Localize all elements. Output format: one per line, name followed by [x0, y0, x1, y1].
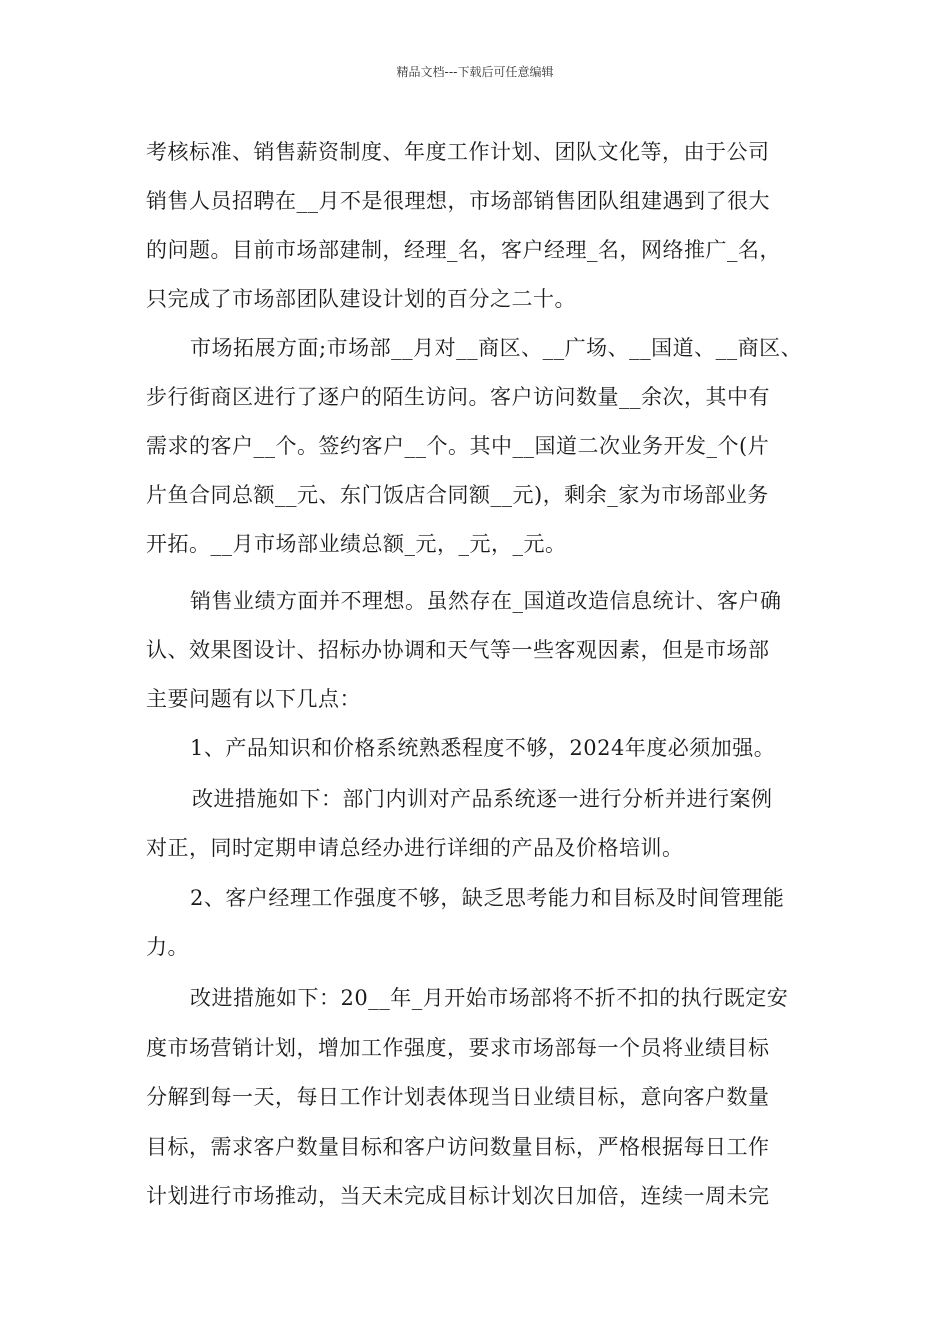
paragraph-first-line: 改进措施如下：20__年_月开始市场部将不折不扣的执行既定安: [190, 986, 789, 1010]
text-line: 对正，同时定期申请总经办进行详细的产品及价格培训。: [146, 836, 684, 860]
text-line: 目标，需求客户数量目标和客户访问数量目标，严格根据每日工作: [146, 1135, 770, 1159]
text-line: 主要问题有以下几点：: [146, 687, 361, 711]
text-line: 考核标准、销售薪资制度、年度工作计划、团队文化等，由于公司: [146, 140, 770, 164]
paragraph-first-line: 改进措施如下：部门内训对产品系统逐一进行分析并进行案例: [192, 787, 773, 811]
list-item: 1、产品知识和价格系统熟悉程度不够，2024年度必须加强。: [190, 736, 776, 760]
text-line: 只完成了市场部团队建设计划的百分之二十。: [146, 287, 576, 311]
text-line: 力。: [146, 935, 189, 959]
text-line: 开拓。__月市场部业绩总额_元，_元，_元。: [146, 532, 567, 556]
text-line: 需求的客户__个。签约客户__个。其中__国道二次业务开发_个(片: [146, 434, 770, 458]
paragraph-first-line: 市场拓展方面;市场部__月对__商区、__广场、__国道、__商区、: [190, 336, 803, 360]
text-line: 销售人员招聘在__月不是很理想，市场部销售团队组建遇到了很大: [146, 189, 770, 213]
text-line: 认、效果图设计、招标办协调和天气等一些客观因素，但是市场部: [146, 638, 770, 662]
text-line: 分解到每一天，每日工作计划表体现当日业绩目标，意向客户数量: [146, 1085, 770, 1109]
paragraph-first-line: 销售业绩方面并不理想。虽然存在_国道改造信息统计、客户确: [190, 589, 782, 613]
text-line: 度市场营销计划，增加工作强度，要求市场部每一个员将业绩目标: [146, 1036, 770, 1060]
text-line: 片鱼合同总额__元、东门饭店合同额__元)，剩余_家为市场部业务: [146, 483, 769, 507]
text-line: 步行街商区进行了逐户的陌生访问。客户访问数量__余次，其中有: [146, 385, 770, 409]
text-line: 的问题。目前市场部建制，经理_名，客户经理_名，网络推广_名，: [146, 238, 781, 262]
list-item: 2、客户经理工作强度不够，缺乏思考能力和目标及时间管理能: [190, 886, 785, 910]
text-line: 计划进行市场推动，当天未完成目标计划次日加倍，连续一周未完: [146, 1184, 770, 1208]
page-header: 精品文档---下载后可任意编辑: [396, 65, 554, 79]
